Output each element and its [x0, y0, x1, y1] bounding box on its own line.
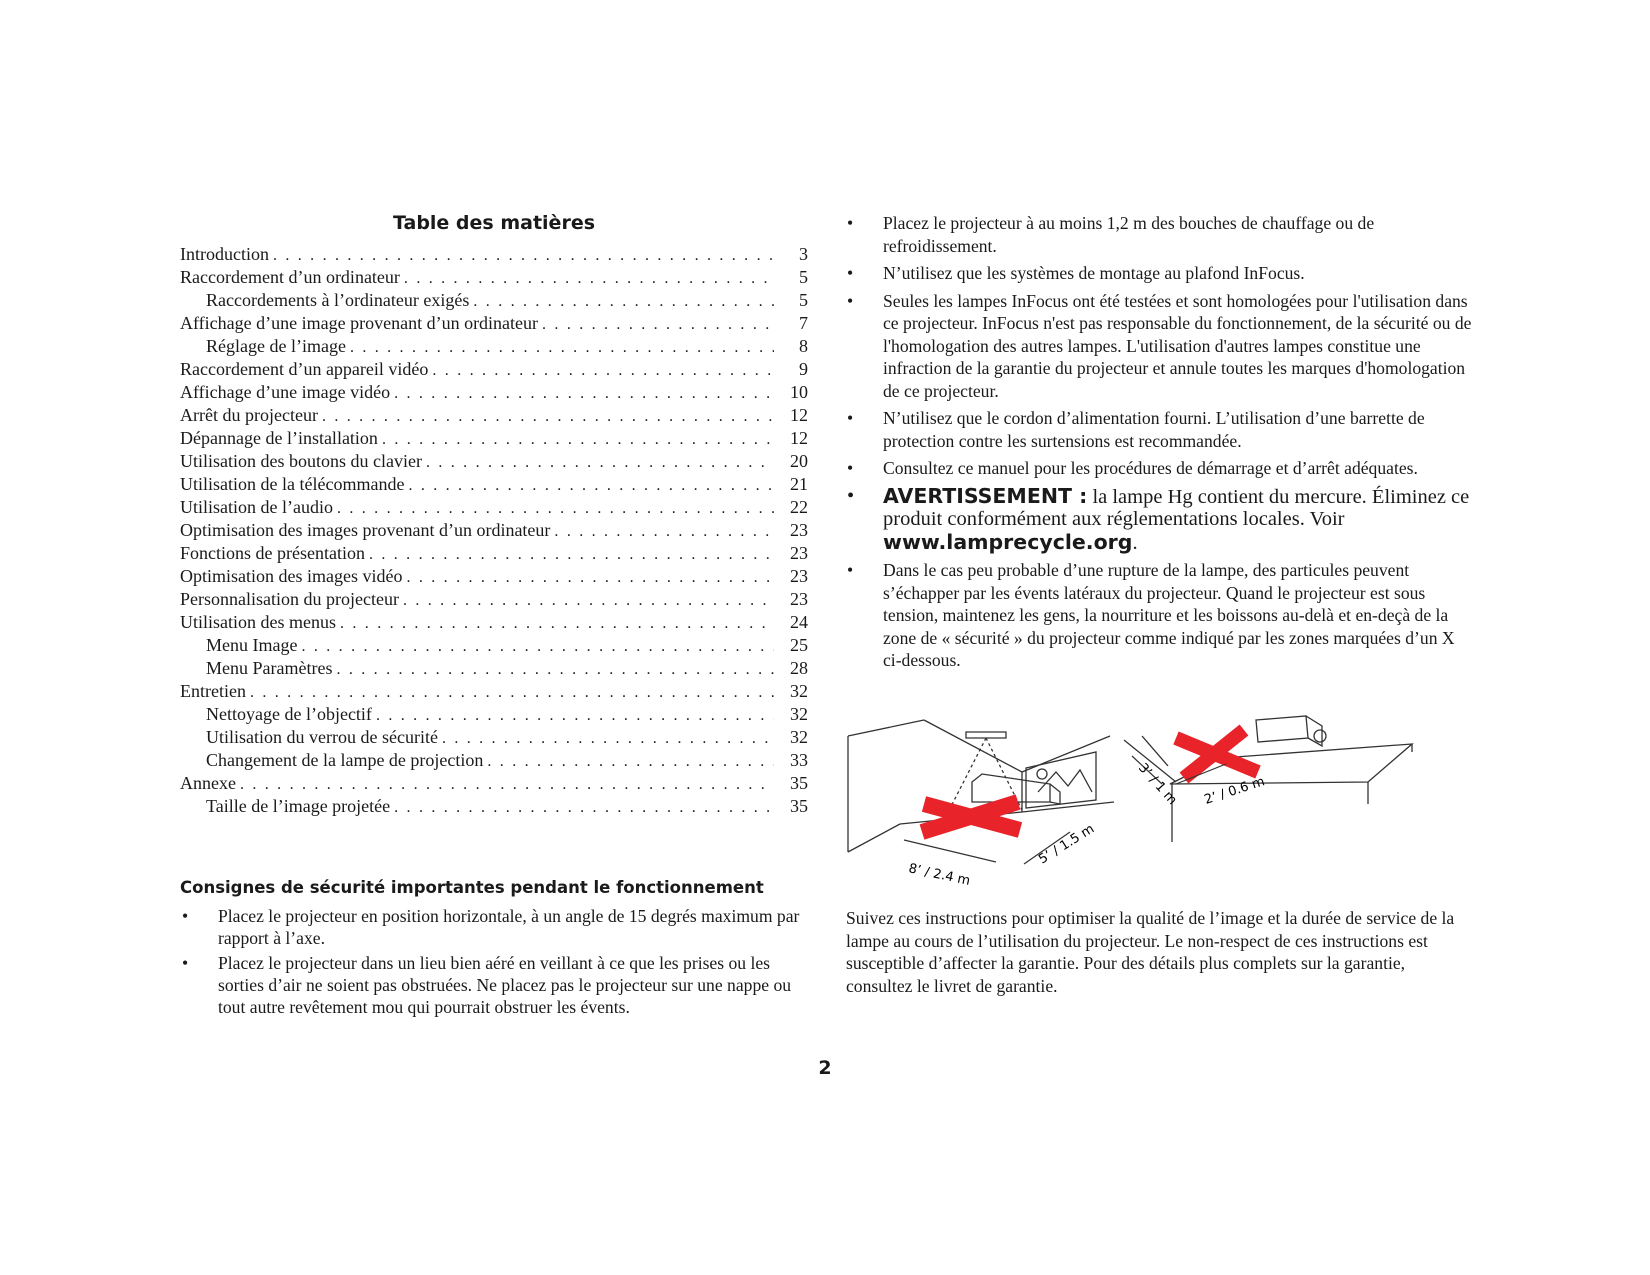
toc-leader [301, 635, 774, 658]
table-illustration [1124, 716, 1412, 842]
toc-leader [336, 658, 774, 681]
toc-leader [337, 497, 774, 520]
toc-entry-page: 23 [790, 520, 808, 540]
toc-leader [382, 428, 774, 451]
toc-entry[interactable] [180, 243, 808, 266]
toc-entry-label: Nettoyage de l’objectif [206, 704, 372, 724]
toc-entry-page: 5 [799, 290, 808, 310]
mercury-warning [846, 485, 1476, 555]
right-column [846, 212, 1476, 677]
toc-entry-label: Introduction [180, 244, 269, 264]
toc-entry[interactable] [180, 427, 808, 450]
toc-subentry[interactable] [180, 749, 808, 772]
safety-item: • Placez le projecteur à au moins 1,2 m des bouches de chauffage ou de refroidissement. [846, 212, 1476, 257]
toc-entry-page: 35 [790, 773, 808, 793]
toc-entry-page: 28 [790, 658, 808, 678]
toc-leader [340, 612, 774, 635]
toc-leader [394, 796, 774, 819]
toc-entry[interactable] [180, 496, 808, 519]
toc-entry-page: 22 [790, 497, 808, 517]
toc-entry-page: 9 [799, 359, 808, 379]
dimension-label-table-side: 3’ / 1 m [1135, 760, 1180, 808]
toc-entry[interactable] [180, 588, 808, 611]
toc-leader [350, 336, 774, 359]
toc-entry-label: Optimisation des images provenant d’un ordinateur [180, 520, 551, 540]
toc-entry-label: Annexe [180, 773, 236, 793]
toc-entry-page: 21 [790, 474, 808, 494]
toc-leader [394, 382, 774, 405]
toc-entry-label: Taille de l’image projetée [206, 796, 391, 816]
toc-entry-page: 32 [790, 704, 808, 724]
toc-entry[interactable] [180, 611, 808, 634]
safety-list-right [846, 212, 1476, 672]
safety-item: • Placez le projecteur en position horizontale, à un angle de 15 degrés maximum par rapport à l’axe. [180, 905, 808, 949]
toc-entry-label: Utilisation de l’audio [180, 497, 333, 517]
toc-entry-page: 32 [790, 681, 808, 701]
toc-entry-label: Changement de la lampe de projection [206, 750, 484, 770]
toc-entry[interactable] [180, 381, 808, 404]
toc-entry-page: 10 [790, 382, 808, 402]
toc-entry-label: Utilisation des boutons du clavier [180, 451, 422, 471]
toc-leader [542, 313, 774, 336]
safety-zone-diagram [846, 712, 1456, 892]
toc-entry[interactable] [180, 473, 808, 496]
safety-heading: Consignes de sécurité importantes pendant le fonctionnement [180, 878, 764, 897]
toc-entry-label: Raccordements à l’ordinateur exigés [206, 290, 470, 310]
safety-item: • Consultez ce manuel pour les procédures de démarrage et d’arrêt adéquates. [846, 457, 1476, 480]
toc-entry-label: Réglage de l’image [206, 336, 346, 356]
toc-entry[interactable] [180, 519, 808, 542]
toc-leader [376, 704, 774, 727]
toc-entry-page: 35 [790, 796, 808, 816]
toc-entry-label: Menu Paramètres [206, 658, 333, 678]
toc-entry[interactable] [180, 312, 808, 335]
toc-entry-page: 3 [799, 244, 808, 264]
safety-item: • N’utilisez que les systèmes de montage au plafond InFocus. [846, 262, 1476, 285]
warning-text: la lampe Hg contient du mercure. Éliminez ce produit conformément aux réglementations locales. Voir [883, 485, 1470, 530]
toc-leader [442, 727, 774, 750]
safety-item: • N’utilisez que le cordon d’alimentation fourni. L’utilisation d’une barrette de protection contre les surtensions est recommandée. [846, 407, 1476, 452]
toc-subentry[interactable] [180, 335, 808, 358]
toc-entry-page: 12 [790, 428, 808, 448]
toc-subentry[interactable] [180, 289, 808, 312]
toc-entry-page: 20 [790, 451, 808, 471]
toc-entry[interactable] [180, 542, 808, 565]
toc-leader [408, 474, 774, 497]
toc-entry[interactable] [180, 772, 808, 795]
toc-leader [554, 520, 774, 543]
toc-entry-page: 23 [790, 566, 808, 586]
toc-entry-label: Utilisation du verrou de sécurité [206, 727, 438, 747]
toc-entry[interactable] [180, 565, 808, 588]
room-x-mark [922, 802, 1020, 832]
toc-entry-label: Raccordement d’un appareil vidéo [180, 359, 429, 379]
toc-entry-page: 24 [790, 612, 808, 632]
recycle-link[interactable]: www.lamprecycle.org [883, 529, 1133, 554]
toc-entry[interactable] [180, 450, 808, 473]
toc-entry-page: 12 [790, 405, 808, 425]
toc-leader [404, 267, 774, 290]
toc-leader [473, 290, 774, 313]
toc-entry-page: 8 [799, 336, 808, 356]
safety-list-left [180, 905, 808, 1018]
toc-entry-label: Personnalisation du projecteur [180, 589, 399, 609]
toc-entry-label: Affichage d’une image vidéo [180, 382, 391, 402]
toc-leader [273, 244, 774, 267]
toc-entry-label: Fonctions de présentation [180, 543, 365, 563]
toc-entry[interactable] [180, 358, 808, 381]
toc-leader [403, 589, 774, 612]
toc-entry-page: 5 [799, 267, 808, 287]
toc-leader [322, 405, 774, 428]
closing-paragraph: Suivez ces instructions pour optimiser la qualité de l’image et la durée de service de la lampe au cours de l’utilisation du projecteur. Le non-respect de ces instructions est susceptible d’affecter la garantie. Pour des détails plus complets sur la garantie, consultez le livret de garantie. [846, 908, 1455, 996]
toc-entry-page: 7 [799, 313, 808, 333]
warning-label: AVERTISSEMENT : [883, 483, 1088, 508]
toc-entry-label: Menu Image [206, 635, 298, 655]
toc-subentry[interactable] [180, 726, 808, 749]
toc-leader [406, 566, 774, 589]
table-of-contents [180, 243, 808, 818]
toc-leader [487, 750, 774, 773]
safety-item: • Dans le cas peu probable d’une rupture de la lampe, des particules peuvent s’échapper par les évents latéraux du projecteur. Quand le projecteur est sous tension, maintenez les gens, la nourriture et les boissons au-delà et en-deçà de la zone de « sécurité » du projecteur comme indiqué par les zones marquées d’un X ci-dessous. [846, 559, 1476, 672]
page-number: 2 [818, 1057, 832, 1079]
toc-entry[interactable] [180, 266, 808, 289]
toc-entry-page: 23 [790, 589, 808, 609]
toc-subentry[interactable] [180, 703, 808, 726]
toc-entry-label: Utilisation des menus [180, 612, 336, 632]
toc-entry-label: Arrêt du projecteur [180, 405, 318, 425]
left-column [180, 212, 808, 1021]
toc-entry[interactable] [180, 680, 808, 703]
table-x-mark [1176, 730, 1258, 778]
toc-entry-page: 25 [790, 635, 808, 655]
toc-leader [240, 773, 774, 796]
toc-title: Table des matières [392, 212, 596, 234]
toc-subentry[interactable] [180, 795, 808, 818]
toc-leader [250, 681, 774, 704]
toc-entry-label: Entretien [180, 681, 246, 701]
toc-entry-label: Utilisation de la télécommande [180, 474, 405, 494]
toc-entry-label: Optimisation des images vidéo [180, 566, 403, 586]
toc-subentry[interactable] [180, 634, 808, 657]
toc-entry-page: 23 [790, 543, 808, 563]
toc-entry-label: Raccordement d’un ordinateur [180, 267, 400, 287]
toc-entry-page: 33 [790, 750, 808, 770]
toc-entry[interactable] [180, 404, 808, 427]
dimension-label-front: 8’ / 2.4 m [907, 861, 972, 889]
toc-leader [432, 359, 774, 382]
toc-entry-label: Dépannage de l’installation [180, 428, 378, 448]
toc-leader [369, 543, 774, 566]
safety-item: • Placez le projecteur dans un lieu bien aéré en veillant à ce que les prises ou les sorties d’air ne soient pas obstruées. Ne placez pas le projecteur sur une nappe ou tout autre revêtement mou qui pourrait obstruer les évents. [180, 952, 808, 1018]
toc-entry-page: 32 [790, 727, 808, 747]
warning-end: . [1132, 531, 1138, 554]
toc-subentry[interactable] [180, 657, 808, 680]
safety-item: • Seules les lampes InFocus ont été testées et sont homologées pour l'utilisation dans ce projecteur. InFocus n'est pas responsable du fonctionnement, de la sécurité ou de l'homologation des autres lampes. L'utilisation d'autres lampes constitue une infraction de la garantie du projecteur et annule toutes les marques d'homologation de ce projecteur. [846, 290, 1476, 403]
dimension-label-side: 5’ / 1.5 m [1036, 821, 1098, 868]
toc-leader [426, 451, 774, 474]
toc-entry-label: Affichage d’une image provenant d’un ordinateur [180, 313, 539, 333]
dimension-label-table-front: 2’ / 0.6 m [1202, 774, 1267, 808]
